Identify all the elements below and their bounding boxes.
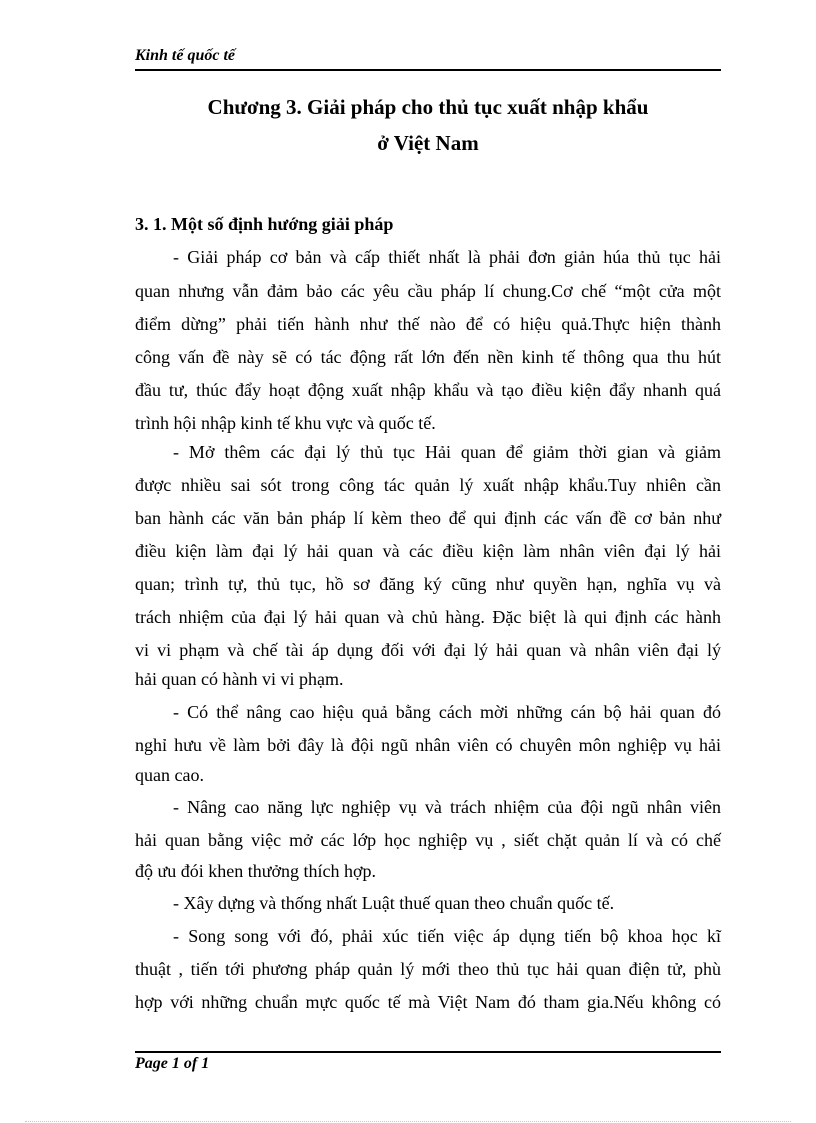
body-line: hợp với những chuẩn mực quốc tế mà Việt Nam đó tham gia.Nếu không có: [135, 992, 721, 1012]
chapter-title-line-1: Chương 3. Giải pháp cho thủ tục xuất nhập khẩu: [207, 95, 649, 119]
body-line: - Giải pháp cơ bản và cấp thiết nhất là phải đơn giản húa thủ tục hải: [173, 247, 721, 267]
body-line: hải quan có hành vi vi phạm.: [135, 669, 344, 689]
body-line: - Mở thêm các đại lý thủ tục Hải quan để giảm thời gian và giảm: [173, 442, 721, 462]
body-line: quan cao.: [135, 765, 204, 785]
body-line: trình hội nhập kinh tế khu vực và quốc tế.: [135, 413, 436, 433]
body-line: - Xây dựng và thống nhất Luật thuế quan theo chuẩn quốc tế.: [173, 893, 615, 913]
body-line: điểm dừng” phải tiến hành như thế nào để có hiệu quả.Thực hiện thành: [135, 314, 721, 334]
body-line: vi vi phạm và chế tài áp dụng đối với đại lý hải quan và nhân viên đại lý: [135, 640, 721, 660]
body-line: quan nhưng vẫn đảm bảo các yêu cầu pháp lí chung.Cơ chế “một cửa một: [135, 281, 721, 301]
body-line: trách nhiệm của đại lý hải quan và chủ hàng. Đặc biệt là qui định các hành: [135, 607, 721, 627]
body-line: được nhiều sai sót trong công tác quản lý xuất nhập khẩu.Tuy nhiên cần: [135, 475, 721, 495]
body-line: công vấn đề này sẽ có tác động rất lớn đến nền kinh tế thông qua thu hút: [135, 347, 721, 367]
footer-divider: [135, 1051, 721, 1053]
body-line: hải quan bằng việc mở các lớp học nghiệp vụ , siết chặt quản lí và có chế: [135, 830, 721, 850]
body-line: quan; trình tự, thủ tục, hồ sơ đăng ký cũng như quyền hạn, nghĩa vụ và: [135, 574, 721, 594]
body-line: - Nâng cao năng lực nghiệp vụ và trách nhiệm của đội ngũ nhân viên: [173, 797, 721, 817]
page-bottom-border: [25, 1121, 791, 1122]
page-footer: Page 1 of 1: [135, 1055, 210, 1072]
header-divider: [135, 69, 721, 71]
chapter-title-line-2: ở Việt Nam: [377, 131, 479, 155]
body-line: - Song song với đó, phải xúc tiến việc áp dụng tiến bộ khoa học kĩ: [173, 926, 721, 946]
body-line: độ ưu đói khen thưởng thích hợp.: [135, 861, 377, 881]
body-line: điều kiện làm đại lý hải quan và các điều kiện làm nhân viên đại lý hải: [135, 541, 721, 561]
body-line: nghỉ hưu về làm bởi đây là đội ngũ nhân viên có chuyên môn nghiệp vụ hải: [135, 735, 721, 755]
body-line: đầu tư, thúc đẩy hoạt động xuất nhập khẩu và tạo điều kiện đẩy nhanh quá: [135, 380, 721, 400]
section-heading: 3. 1. Một số định hướng giải pháp: [135, 214, 394, 234]
body-line: ban hành các văn bản pháp lí kèm theo để qui định các vấn đề cơ bản như: [135, 508, 721, 528]
body-line: - Có thể nâng cao hiệu quả bằng cách mời những cán bộ hải quan đó: [173, 702, 721, 722]
page-header: Kinh tế quốc tế: [135, 47, 236, 64]
body-line: thuật , tiến tới phương pháp quản lý mới theo thủ tục hải quan điện tử, phù: [135, 959, 721, 979]
